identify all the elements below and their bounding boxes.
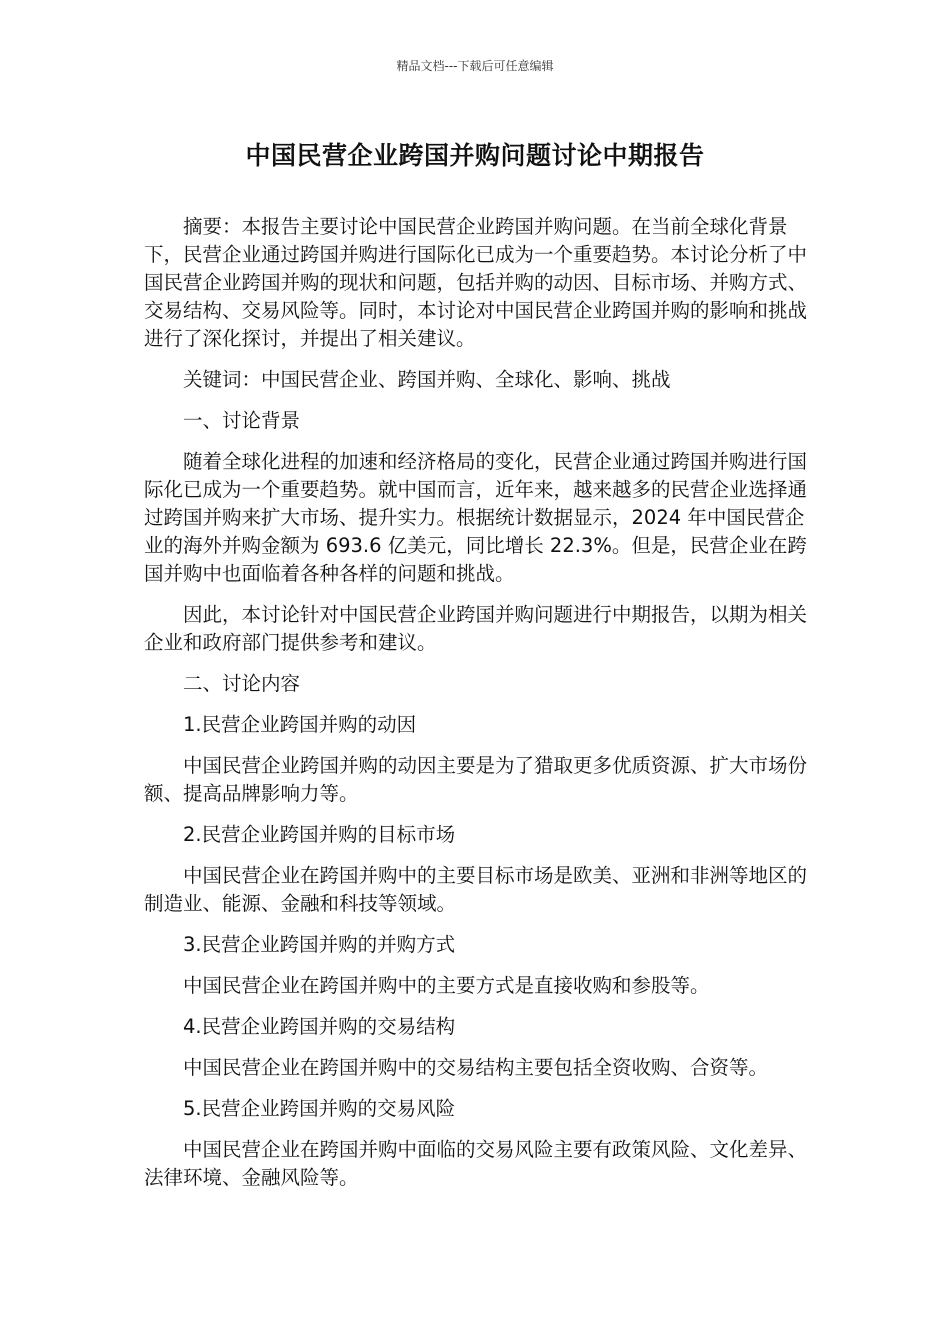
item-paragraph: 中国民营企业在跨国并购中面临的交易风险主要有政策风险、文化差异、法律环境、金融风险等。 [144,1138,808,1189]
document-title: 中国民营企业跨国并购问题讨论中期报告 [245,141,705,170]
item-heading: 3.民营企业跨国并购的并购方式 [183,933,456,956]
abstract-paragraph: 摘要：本报告主要讨论中国民营企业跨国并购问题。在当前全球化背景下，民营企业通过跨国并购进行国际化已成为一个重要趋势。本讨论分析了中国民营企业跨国并购的现状和问题，包括并购的动因、目标市场、并购方式、交易结构、交易风险等。同时，本讨论对中国民营企业跨国并购的影响和挑战进行了深化探讨，并提出了相关建议。 [144,215,808,350]
header-note: 精品文档---下载后可任意编辑 [396,59,554,73]
item-paragraph: 中国民营企业在跨国并购中的主要方式是直接收购和参股等。 [183,974,710,997]
background-paragraph: 随着全球化进程的加速和经济格局的变化，民营企业通过跨国并购进行国际化已成为一个重要趋势。就中国而言，近年来，越来越多的民营企业选择通过跨国并购来扩大市场、提升实力。根据统计数据显示，2024 年中国民营企业的海外并购金额为 693.6 亿美元，同比增长 22.3%。但是，民营企业在跨国并购中也面临着各种各样的问题和挑战。 [144,450,808,585]
section-heading-content: 二、讨论内容 [183,672,301,695]
section-heading-background: 一、讨论背景 [183,409,301,432]
document-body [144,213,808,1205]
item-heading: 5.民营企业跨国并购的交易风险 [183,1097,456,1120]
item-heading: 1.民营企业跨国并购的动因 [183,713,417,736]
item-paragraph: 中国民营企业在跨国并购中的主要目标市场是欧美、亚洲和非洲等地区的制造业、能源、金融和科技等领域。 [144,864,808,915]
item-heading: 2.民营企业跨国并购的目标市场 [183,823,456,846]
purpose-paragraph: 因此，本讨论针对中国民营企业跨国并购问题进行中期报告，以期为相关企业和政府部门提供参考和建议。 [144,603,808,654]
item-paragraph: 中国民营企业跨国并购的动因主要是为了猎取更多优质资源、扩大市场份额、提高品牌影响力等。 [144,754,808,805]
keywords-paragraph: 关键词：中国民营企业、跨国并购、全球化、影响、挑战 [183,368,671,391]
item-heading: 4.民营企业跨国并购的交易结构 [183,1015,456,1038]
item-paragraph: 中国民营企业在跨国并购中的交易结构主要包括全资收购、合资等。 [183,1056,769,1079]
